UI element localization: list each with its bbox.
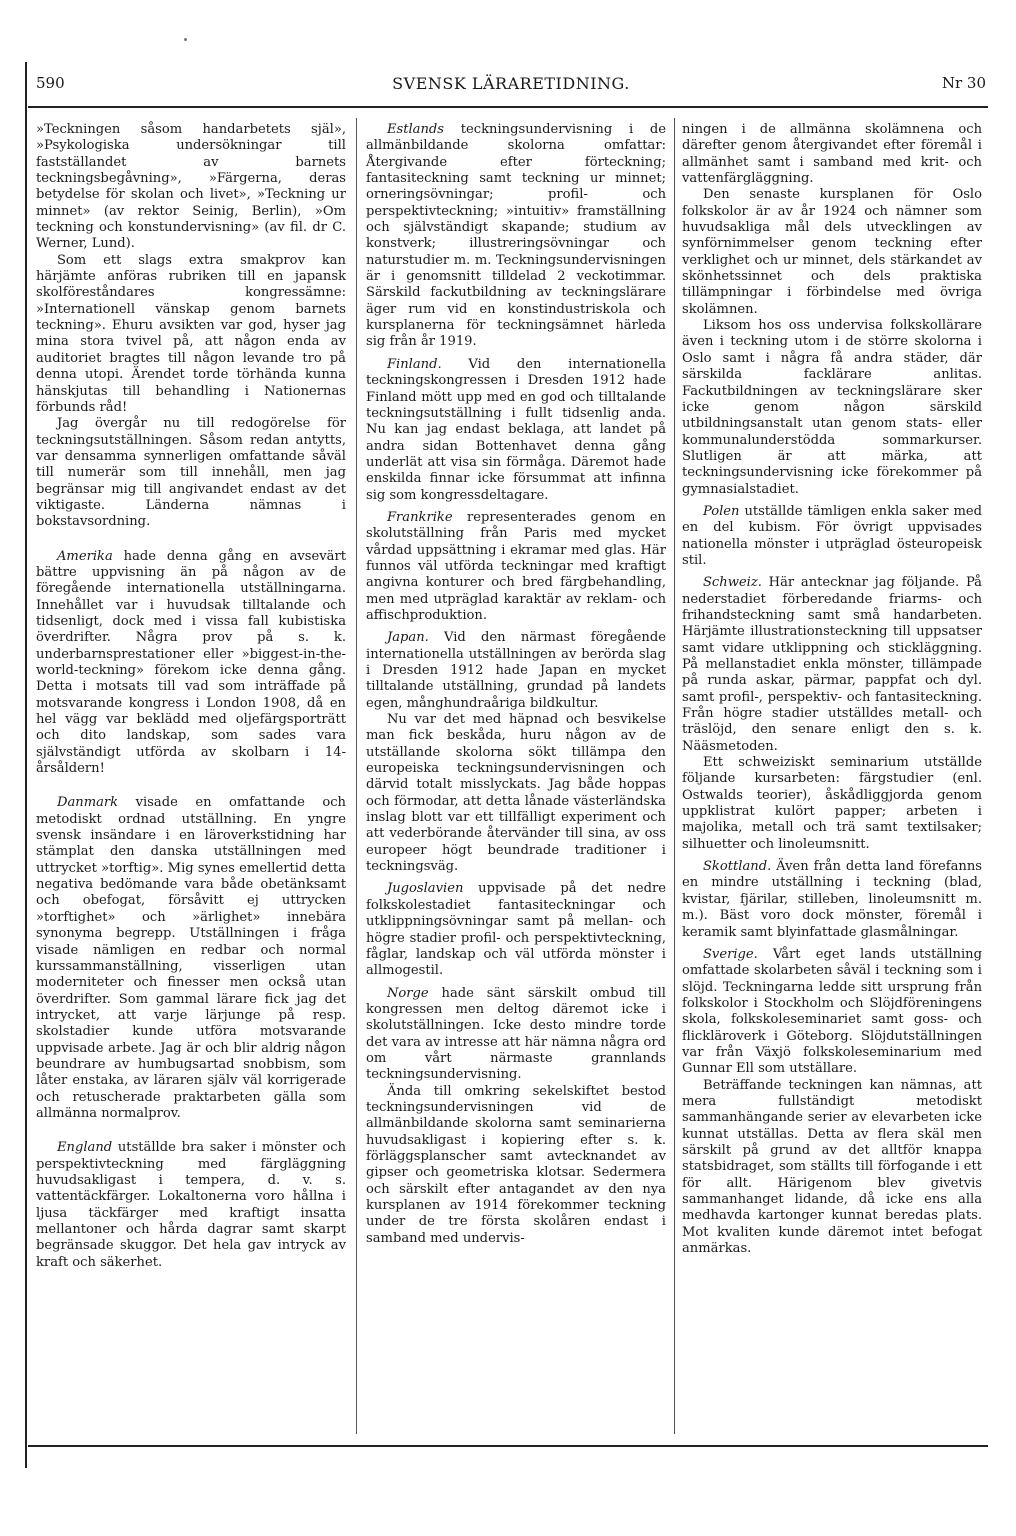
paragraph-norge-2: Ända till omkring sekelskiftet bestod teckningsundervisningen vid de allmänbildande skolorna samt seminarierna huvudsakligast i kopiering efter s. k. förläggsplanscher samt avtecknandet av gipser och geometriska klotsar. Sedermera och särskilt efter antagandet av den nya kursplanen av 1914 förekommer teckning under de tre första skolåren endast i samband med undervis- (366, 1083, 666, 1246)
column-1 (36, 122, 346, 1271)
column-2 (366, 122, 666, 1247)
country-name: Norge (386, 985, 429, 1001)
country-name: Jugoslavien (386, 881, 464, 897)
print-speck (184, 38, 187, 41)
paragraph-sverige-2: Beträffande teckningen kan nämnas, att mera fullständigt metodiskt sammanhängande serier av elevarbeten icke kunnat utställas. Detta av flera skäl men särskilt på grund av det alltför knappa statsbidraget, som ställts till förfogande i ett för allt. Härigenom blev givetvis sammanhanget lidande, då icke ens alla medhavda kartonger kunnat beredas plats. Mot kvaliten kunde däremot intet befogat anmärkas. (682, 1077, 982, 1257)
paragraph-exhibition-intro: Jag övergår nu till redogörelse för teckningsutställningen. Såsom redan antytts, var densamma synnerligen omfattande såväl till numerär som till innehåll, men jag begränsar mig till angivandet endast av det viktigaste. Länderna nämnas i bokstavsordning. (36, 416, 346, 530)
footer-rule (28, 1445, 988, 1447)
country-name: Amerika (56, 548, 113, 564)
country-name: Frankrike (386, 509, 453, 525)
country-name: Japan. (386, 630, 429, 646)
paragraph-lectures: »Teckningen såsom handarbetets själ», »Psykologiska undersökningar till fastställandet av barnets teckningsbegåvning», »Färgerna, deras betydelse för skolan och livet», »Teckning ur minnet» (av rektor Seinig, Berlin), »Om teckning och konstundervisning» (av fil. dr C. Werner, Lund). (36, 122, 346, 252)
country-name: Estlands (386, 122, 445, 137)
paragraph-oslo-kursplan: Den senaste kursplanen för Oslo folkskolor är av år 1924 och nämner som huvudsakliga mål dels utvecklingen av synförnimmelser genom teckning efter verklighet och ur minnet, dels stärkandet av skönhetssinnet och dels praktiska tillämpningar i förbindelse med övriga skolämnen. (682, 187, 982, 317)
section-danmark: Danmark visade en omfattande och metodiskt ordnad utställning. En yngre svensk insändare i en läroverkstidning har stämplat den danska utställningen med uttrycket »torftig». Mig synes emellertid detta negativa bedömande vara både obetänksamt och obefogat, försåvitt ej uttrycken »torftighet» och »ärlighet» innebära synonyma begrepp. Utställningen i fråga visade nämligen en redbar och normal kurssammanställning, visserligen utan moderniteter och finesser men också utan överdrifter. Som gammal lärare fick jag det intrycket, att varje lärjunge på resp. skolstadier kunde utföra motsvarande uppvisade arbete. Jag är och blir aldrig någon beundrare av humbugsartad snobbism, som låter enstaka, av läraren själv väl korrigerade och retuscherade praktarbeten gälla som allmänna normalprov. (36, 795, 346, 1121)
section-jugoslavien: Jugoslavien uppvisade på det nedre folkskolestadiet fantasiteckningar och utklippningsövningar samt på mellan- och högre stadier profil- och perspektivteckning, fåglar, landskap och väl utförda mönster i allmogestil. (366, 881, 666, 979)
section-japan: Japan. Vid den närmast föregående internationella utställningen av berörda slag i Dresden 1912 hade Japan en mycket tilltalande utställning, grundad på landets egen, månghundraåriga bildkultur. (366, 630, 666, 711)
country-name: Skottland. (702, 859, 772, 875)
country-name: England (56, 1140, 113, 1156)
section-schweiz: Schweiz. Här antecknar jag följande. På nederstadiet förberedande friarms- och frihandsteckning samt små handarbeten. Härjämte illustrationsteckning till uppsatser samt vidare utklippning och stickläggning. På mellanstadiet enkla mönster, tillämpade på runda askar, pärmar, pappfat och dyl. samt profil-, perspektiv- och fantasiteckning. Från högre stadier utställdes metall- och träslöjd, den senare enligt den s. k. Nääsmetoden. (682, 575, 982, 754)
page-header (36, 74, 986, 100)
section-skottland: Skottland. Även från detta land förefanns en mindre utställning i teckning (blad, kvistar, fjärilar, stilleben, linoleumsnitt m. m.). Bäst voro dock mönster, föremål i keramik samt blyinfattade glasmålningar. (682, 859, 982, 940)
column-3 (682, 122, 982, 1257)
section-norge: Norge hade sänt särskilt ombud till kongressen men deltog däremot icke i skolutställningen. Icke desto mindre torde det vara av intresse att här nämna några ord om vårt närmaste grannlands teckningsundervisning. (366, 985, 666, 1083)
section-estland: Estlands teckningsundervisning i de allmänbildande skolorna omfattar: Återgivande efter förteckning; fantasiteckning samt teckning ur minnet; orneringsövningar; profil- och perspektivteckning; »intuitiv» framställning och självständigt skapande; studium av konstverk; illustreringsövningar och naturstudier m. m. Teckningsundervisningen är i genomsnitt tilldelad 2 veckotimmar. Särskild fackutbildning av teckningslärare äger rum vid en konstindustriskola och kursplanerna för teckningsämnet härleda sig från år 1919. (366, 122, 666, 350)
section-amerika: Amerika hade denna gång en avsevärt bättre uppvisning än på någon av de föregående internationella utställningarna. Innehållet var i huvudsak tilltalande och tidsenligt, dock med i vissa fall kubistiska överdrifter. Några prov på s. k. underbarnsprestationer eller »biggest-in-the-world-teckning» förekom icke denna gång. Detta i motsats till vad som inträffade på motsvarande kongress i London 1908, då en hel vägg var beklädd med oljefärgsporträtt och dito landskap, som sades vara självständigt utförda av skolbarn i 14-årsåldern! (36, 548, 346, 777)
country-name: Finland. (386, 356, 442, 372)
issue-number: Nr 30 (941, 74, 986, 92)
section-frankrike: Frankrike representerades genom en skolutställning från Paris med mycket vårdad uppsättning i ekramar med glas. Här funnos väl utförda teckningar med kraftigt angivna konturer och bred färgbehandling, men med utpräglad karaktär av reklam- och affischproduktion. (366, 509, 666, 623)
left-margin-rule (25, 62, 27, 1468)
paragraph-japanese-topic: Som ett slags extra smakprov kan härjämte anföras rubriken till en japansk skolföreståndares kongressämne: »Internationell vänskap genom barnets teckning». Ehuru avsikten var god, hyser jag mina stora tvivel på, att någon enda av auditoriet bragtes till någon levande tro på denna utopi. Ärendet torde törhända kunna hänskjutas till behandling i Nationernas förbunds råd! (36, 252, 346, 415)
country-name: Polen (702, 503, 740, 519)
paragraph-japan-2: Nu var det med häpnad och besvikelse man fick beskåda, huru någon av de utställande skolorna sökt tillämpa den europeiska teckningsundervisningen och därvid totalt misslyckats. Jag både hoppas och förmodar, att detta lånade västerländska inslag blott var ett tillfälligt experiment och att vederbörande återvänder till sina, av oss europeer högt beundrade traditioner i teckningsväg. (366, 712, 666, 875)
paragraph-norge-continued: ningen i de allmänna skolämnena och därefter genom återgivandet efter föremål i allmänhet samt i samband med krit- och vattenfärgläggning. (682, 122, 982, 187)
page-number: 590 (36, 74, 65, 92)
section-england: England utställde bra saker i mönster och perspektivteckning med färgläggning huvudsakligast i tempera, d. v. s. vattentäckfärger. Lokaltonerna voro hållna i ljusa täckfärger med kraftigt insatta mellantoner och hårda dagrar samt skarpt begränsade skuggor. Det hela gav intryck av kraft och säkerhet. (36, 1140, 346, 1270)
journal-title: SVENSK LÄRARETIDNING. (392, 74, 630, 93)
section-polen: Polen utställde tämligen enkla saker med en del kubism. För övrigt uppvisades nationella mönster i utpräglad östeuropeisk stil. (682, 503, 982, 568)
paragraph-norge-teachers: Liksom hos oss undervisa folkskollärare även i teckning utom i de större skolorna i Oslo samt i några få andra städer, där särskilda facklärare anlitas. Fackutbildningen av teckningslärare sker icke genom någon särskild utbildningsanstalt utan genom stats- eller kommunalunderstödda sommarkurser. Slutligen är att märka, att teckningsundervisning icke förekommer på gymnasialstadiet. (682, 318, 982, 497)
country-name: Danmark (56, 795, 119, 811)
header-rule (28, 106, 988, 108)
country-name: Sverige. (702, 946, 758, 962)
column-divider (356, 118, 357, 1434)
column-divider (674, 118, 675, 1434)
section-sverige: Sverige. Vårt eget lands utställning omfattade skolarbeten såväl i teckning som i slöjd. Teckningarna ledde sitt ursprung från folkskolor i Stockholm och Slöjdföreningens skola, folkskoleseminariet samt goss- och flickläroverk i Göteborg. Slöjdutställningen var från Växjö folkskoleseminarium med Gunnar Ell som utställare. (682, 946, 982, 1077)
country-name: Schweiz. (702, 575, 762, 591)
paragraph-schweiz-2: Ett schweiziskt seminarium utställde följande kursarbeten: färgstudier (enl. Ostwalds teorier), åskådliggjorda genom uppklistrat kulört papper; arbeten i majolika, metall och trä samt textilsaker; silhuetter och linoleumsnitt. (682, 755, 982, 852)
section-finland: Finland. Vid den internationella teckningskongressen i Dresden 1912 hade Finland mött upp med en god och tilltalande teckningsutställning i fullt tidsenlig anda. Nu kan jag endast beklaga, att landet på andra sidan Bottenhavet denna gång underlät att visa sin förmåga. Däremot hade enskilda finnar icke försummat att infinna sig som kongressdeltagare. (366, 356, 666, 503)
